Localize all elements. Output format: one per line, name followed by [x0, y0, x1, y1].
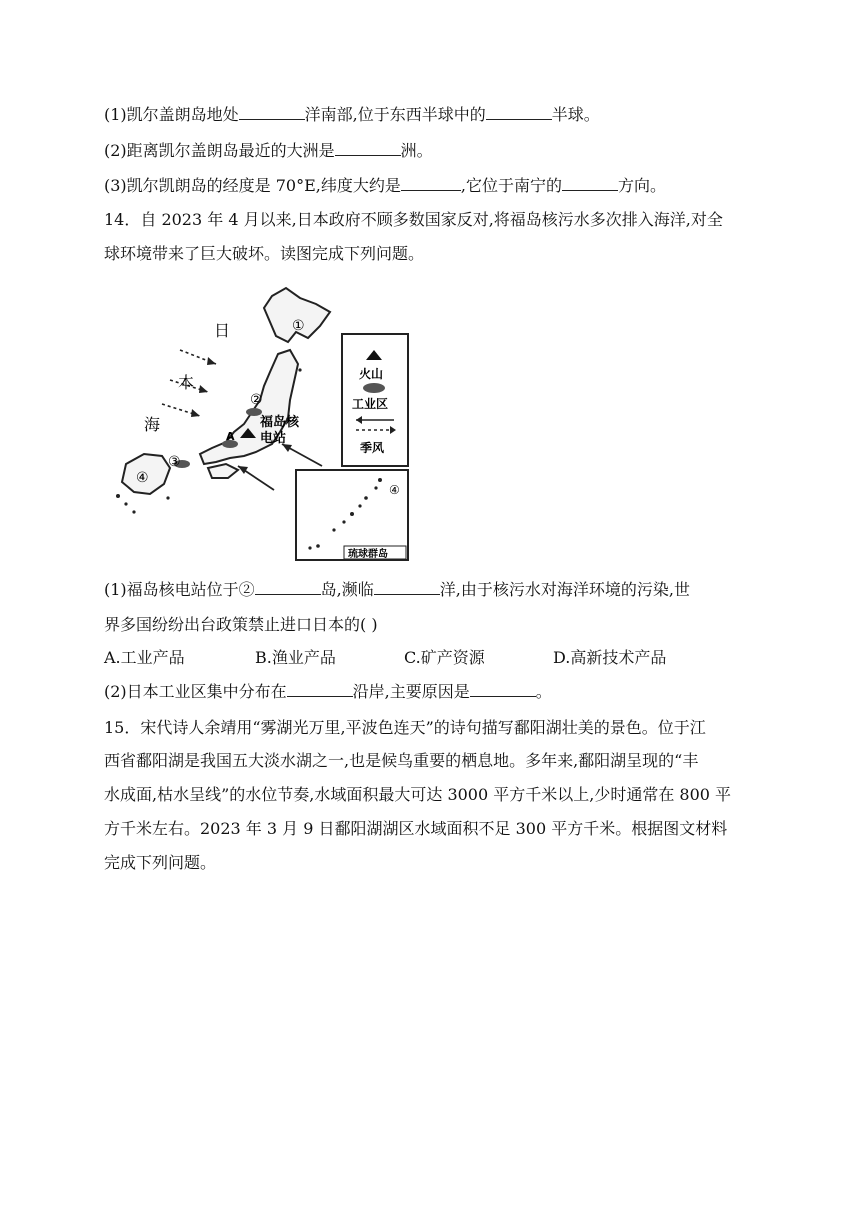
option-a[interactable]: A.工业产品: [104, 648, 185, 667]
q14-item-1-text-a: (1)福岛核电站位于②: [104, 580, 255, 599]
q13-item-2: [104, 140, 433, 162]
q13-item-2-text-b: 洲。: [400, 141, 433, 160]
shikoku-island-shape: [208, 464, 238, 478]
q14-stem-line-1: 14．自 2023 年 4 月以来,日本政府不顾多数国家反对,将福岛核污水多次排入海洋,对全: [104, 210, 723, 229]
q15-line-5: 完成下列问题。: [104, 853, 217, 872]
option-b[interactable]: B.渔业产品: [255, 648, 336, 667]
q14-item-1-line-2: 界多国纷纷出台政策禁止进口日本的( ): [104, 615, 378, 634]
fukushima-plant-label-1: 福岛核: [260, 415, 300, 430]
q14-item-2-text-a: (2)日本工业区集中分布在: [104, 682, 287, 701]
answer-blank[interactable]: [374, 579, 440, 595]
sea-label-hai: 海: [144, 415, 161, 434]
q14-stem-line-2: 球环境带来了巨大破坏。读图完成下列问题。: [104, 244, 425, 263]
q15-line-4: 方千米左右。2023 年 3 月 9 日鄱阳湖湖区水域面积不足 300 平方千米。根据图文材料: [104, 819, 728, 838]
answer-blank[interactable]: [486, 104, 552, 120]
q15-line-1: 15．宋代诗人余靖用“雾湖光万里,平波色连天”的诗句描写鄱阳湖壮美的景色。位于江: [104, 718, 706, 737]
answer-blank[interactable]: [255, 579, 321, 595]
marker-3: ③: [168, 454, 181, 470]
answer-blank[interactable]: [562, 175, 618, 191]
marker-2: ②: [250, 392, 263, 408]
sea-label-ben: 本: [178, 373, 195, 392]
q15-line-2: 西省鄱阳湖是我国五大淡水湖之一,也是候鸟重要的栖息地。多年来,鄱阳湖呈现的“丰: [104, 751, 699, 770]
answer-blank[interactable]: [239, 104, 305, 120]
q13-item-1-text-b: 洋南部,位于东西半球中的: [304, 105, 486, 124]
ryukyu-inset-label: 琉球群岛: [348, 549, 388, 560]
answer-blank[interactable]: [335, 140, 401, 156]
q15-line-3: 水成面,枯水呈线”的水位节奏,水域面积最大可达 3000 平方千米以上,少时通常在 800 平: [104, 785, 732, 804]
q14-item-1-text-c: 洋,由于核污水对海洋环境的污染,世: [439, 580, 690, 599]
answer-blank[interactable]: [470, 681, 536, 697]
q13-item-1: [104, 104, 600, 126]
marker-4-inset: ④: [389, 483, 400, 497]
q14-item-2: [104, 681, 552, 703]
legend-monsoon-label: 季风: [360, 441, 385, 455]
q13-item-3-text-b: ,它位于南宁的: [460, 176, 562, 195]
legend-volcano-label: 火山: [359, 367, 384, 381]
answer-blank[interactable]: [401, 175, 461, 191]
q13-item-1-text-c: 半球。: [551, 105, 600, 124]
q14-item-2-text-c: 。: [535, 682, 552, 701]
q13-item-3: [104, 175, 666, 197]
marker-a: A: [226, 430, 235, 443]
legend-industry-label: 工业区: [352, 397, 389, 411]
q14-item-1-text-b: 岛,濒临: [320, 580, 374, 599]
q13-item-2-text-a: (2)距离凯尔盖朗岛最近的大洲是: [104, 141, 335, 160]
marker-1: ①: [292, 318, 305, 334]
honshu-island-shape: [200, 350, 298, 464]
option-c[interactable]: C.矿产资源: [404, 648, 485, 667]
q13-item-3-text-a: (3)凯尔凯朗岛的经度是 70°E,纬度大约是: [104, 176, 401, 195]
q14-item-1: [104, 579, 690, 601]
marker-4: ④: [136, 470, 149, 486]
option-d[interactable]: D.高新技术产品: [553, 648, 667, 667]
sea-label-ri: 日: [214, 321, 231, 340]
q14-item-2-text-b: 沿岸,主要原因是: [352, 682, 470, 701]
fukushima-plant-label-2: 电站: [260, 431, 287, 446]
answer-blank[interactable]: [287, 681, 353, 697]
q13-item-3-text-c: 方向。: [617, 176, 666, 195]
q13-item-1-text-a: (1)凯尔盖朗岛地处: [104, 105, 239, 124]
japan-map-figure: [104, 284, 416, 564]
legend-industry-icon: [363, 383, 385, 393]
